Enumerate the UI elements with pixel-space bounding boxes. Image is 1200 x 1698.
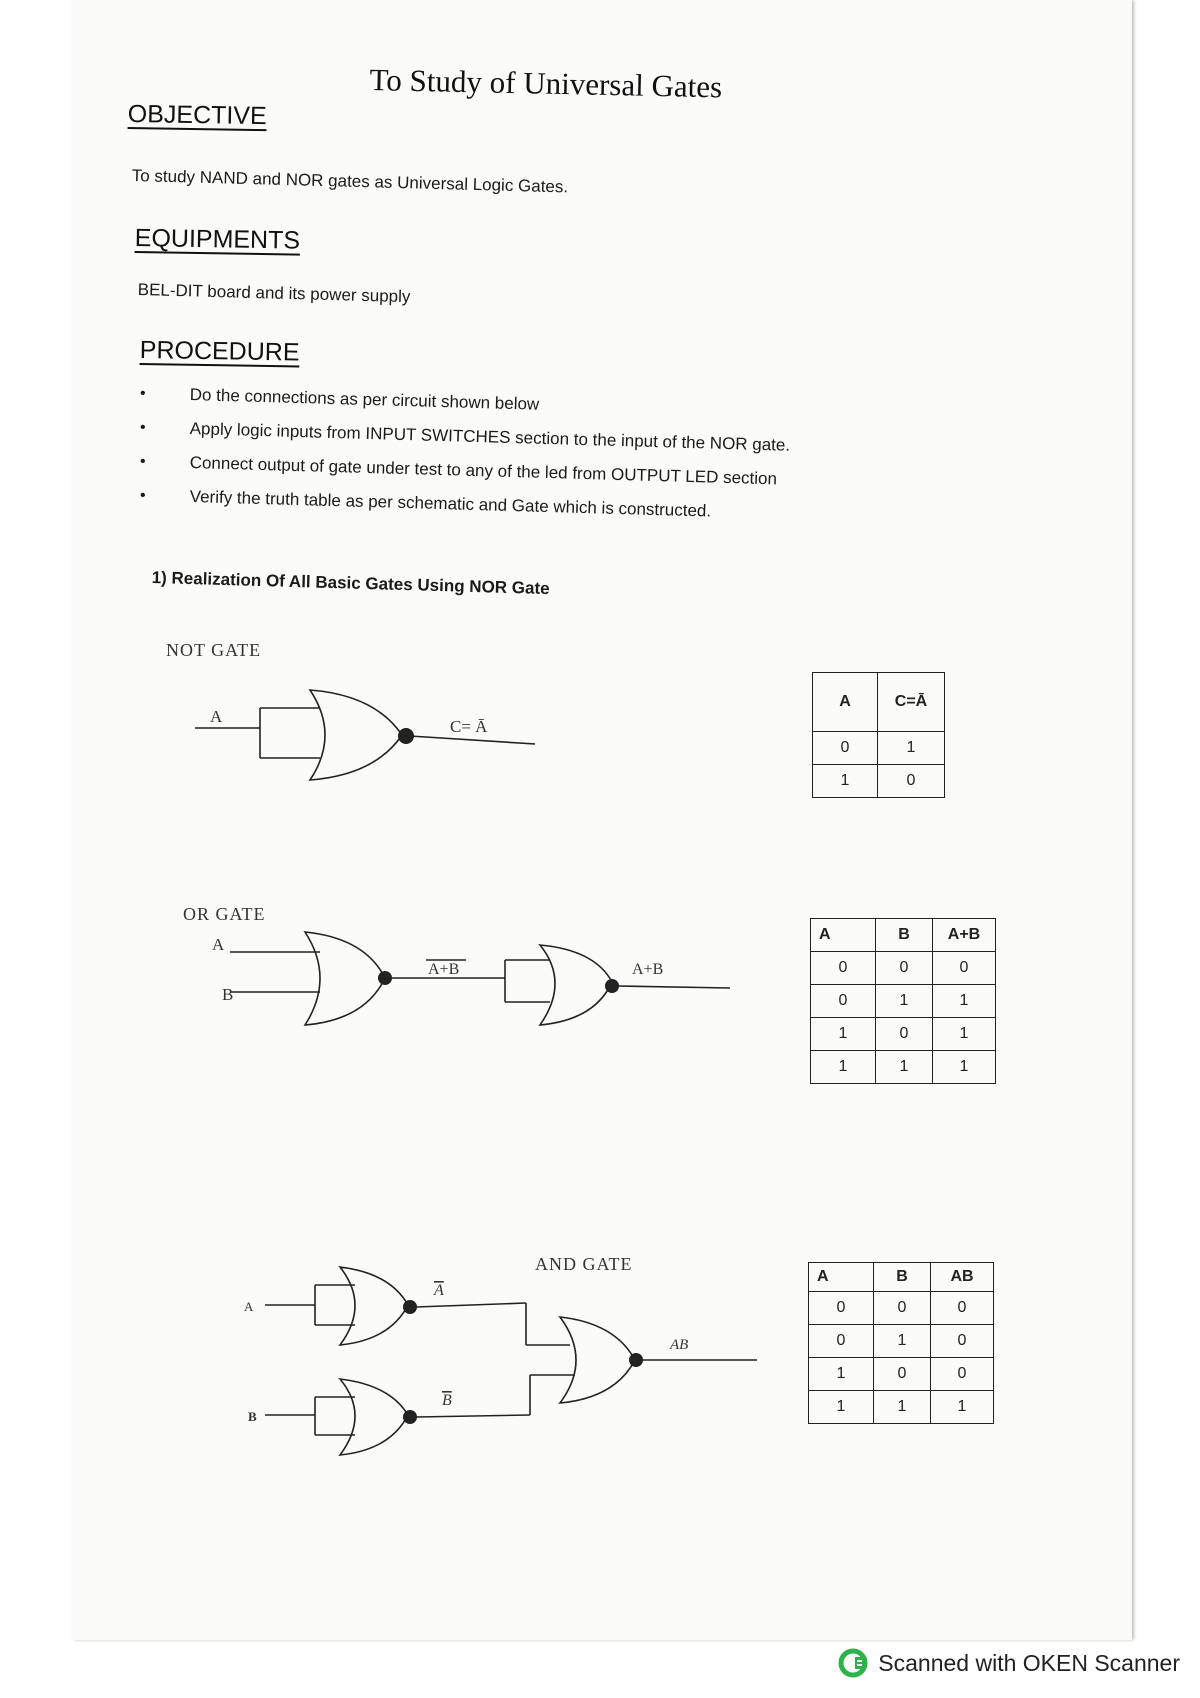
not-truth-table [812, 672, 945, 798]
table-row [809, 1292, 994, 1325]
table-header: A [809, 1263, 874, 1292]
and-mid-b-label: B [442, 1392, 452, 1409]
or-gate-label: OR GATE [183, 904, 266, 924]
procedure-step: • Connect output of gate under test to any of the led from OUTPUT LED section [140, 453, 791, 487]
or-input-b-label: B [222, 985, 234, 1004]
equipments-heading: EQUIPMENTS [134, 224, 301, 255]
table-cell: 0 [809, 1292, 874, 1325]
not-gate-label: NOT GATE [166, 640, 262, 660]
and-output-label: AB [670, 1337, 689, 1353]
table-cell: 1 [933, 1051, 996, 1084]
table-cell: 1 [878, 732, 945, 765]
oken-scanner-logo-icon [838, 1648, 868, 1678]
table-row [811, 985, 996, 1018]
table-row [809, 1391, 994, 1424]
table-cell: 1 [809, 1391, 874, 1424]
table-cell: 1 [811, 1018, 876, 1051]
table-cell: 0 [931, 1358, 994, 1391]
section-title: 1) Realization Of All Basic Gates Using NOR Gate [151, 568, 550, 599]
and-mid-a-label: A [434, 1282, 444, 1299]
table-row [809, 1325, 994, 1358]
or-gate-diagram [200, 920, 740, 1040]
or-input-a-label: A [212, 935, 225, 954]
table-row [811, 1051, 996, 1084]
and-input-b-label: B [248, 1409, 257, 1424]
table-cell: 1 [811, 1051, 876, 1084]
table-header: C=Ā [878, 673, 945, 732]
or-truth-table [810, 918, 996, 1084]
table-cell: 1 [809, 1358, 874, 1391]
and-truth-table [808, 1262, 994, 1424]
table-cell: 0 [933, 952, 996, 985]
table-cell: 0 [878, 765, 945, 798]
table-cell: 0 [876, 1018, 933, 1051]
table-cell: 0 [811, 952, 876, 985]
scanner-text: Scanned with OKEN Scanner [878, 1649, 1180, 1676]
table-cell: 1 [813, 765, 878, 798]
table-cell: 0 [811, 985, 876, 1018]
not-input-label: A [210, 707, 223, 726]
procedure-list [140, 385, 791, 521]
page-title: To Study of Universal Gates [369, 62, 723, 105]
table-cell: 1 [931, 1391, 994, 1424]
procedure-step: • Verify the truth table as per schematic and Gate which is constructed. [140, 487, 791, 521]
table-header: B [876, 919, 933, 952]
not-output-label: C= Ā [450, 717, 488, 736]
procedure-step: • Apply logic inputs from INPUT SWITCHES section to the input of the NOR gate. [140, 419, 791, 453]
and-input-a-label: A [244, 1299, 254, 1314]
table-cell: 0 [809, 1325, 874, 1358]
table-cell: 1 [933, 1018, 996, 1051]
scanner-watermark [838, 1648, 1180, 1678]
table-row [811, 1018, 996, 1051]
table-cell: 1 [876, 985, 933, 1018]
procedure-step: • Do the connections as per circuit shown below [140, 385, 791, 419]
objective-text: To study NAND and NOR gates as Universal Logic Gates. [131, 166, 569, 197]
equipments-text: BEL-DIT board and its power supply [137, 280, 411, 307]
table-header: A+B [933, 919, 996, 952]
table-cell: 1 [874, 1325, 931, 1358]
objective-heading: OBJECTIVE [127, 100, 267, 131]
table-row [813, 732, 945, 765]
table-row [811, 952, 996, 985]
procedure-heading: PROCEDURE [139, 336, 300, 367]
table-row [809, 1358, 994, 1391]
not-gate-diagram [180, 670, 550, 800]
table-cell: 0 [874, 1358, 931, 1391]
table-header: A [811, 919, 876, 952]
table-cell: 1 [876, 1051, 933, 1084]
table-cell: 1 [874, 1391, 931, 1424]
table-cell: 1 [933, 985, 996, 1018]
table-header: A [813, 673, 878, 732]
table-row [813, 765, 945, 798]
and-gate-label: AND GATE [535, 1254, 633, 1274]
table-cell: 0 [876, 952, 933, 985]
table-header: AB [931, 1263, 994, 1292]
table-cell: 0 [931, 1325, 994, 1358]
table-header: B [874, 1263, 931, 1292]
table-cell: 0 [931, 1292, 994, 1325]
and-gate-diagram [230, 1255, 770, 1465]
or-mid-label: A+B [428, 961, 460, 978]
or-output-label: A+B [632, 961, 664, 978]
table-cell: 0 [874, 1292, 931, 1325]
table-cell: 0 [813, 732, 878, 765]
